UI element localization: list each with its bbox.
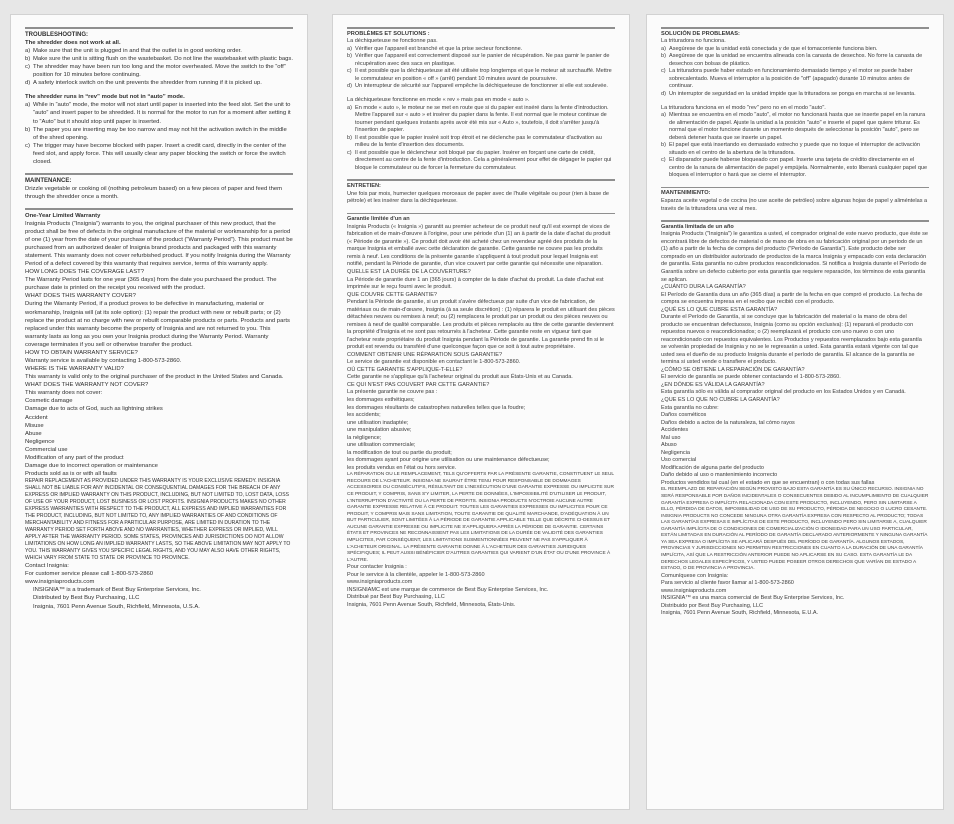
list-item: a) En mode « auto », le moteur ne se met en route que si du papier est inséré dans la fente d'introduction. Mettre l'appareil sur « auto » et insérer du papier dans la fente. Il est normal que le moteur continue de tourner pendant quelques instants après avoir été mis sur « Auto », toutefois, il doit s'arrêter jusqu'à l'insertion de papier. (347, 104, 609, 134)
list-item: c) Il est possible que la déchiqueteuse ait été utilisée trop longtemps et que le moteur ait surchauffé. Mettre le commutateur en position « off » (arrêt) pendant 10 minutes avant de poursuivre. (347, 68, 612, 82)
list-item: b) Asegúrese de que la unidad se encuentra alineada con la canasta de desechos. No forre la canasta de desechos con bolsas de plástico. (661, 53, 923, 67)
not-work-heading: La déchiqueteuse ne fonctionne pas. (347, 38, 438, 45)
section-divider (347, 213, 615, 215)
address-text: Insignia, 7601 Penn Avenue South, Richfield, Minnesota, États-Unis. (347, 601, 516, 608)
list-item: une utilisation commerciale; (347, 442, 416, 449)
warranty-question: OÙ CETTE GARANTIE S'APPLIQUE-T-ELLE? (347, 366, 463, 373)
trademark-text: INSIGNIA™ es una marca comercial de Best Buy Enterprise Services, Inc. (661, 595, 845, 602)
list-item: a) Asegúrese de que la unidad está conectada y de que el tomacorriente funciona bien. (661, 45, 878, 52)
list-item: Productos vendidos tal cual (en el estado en que se encuentran) o con todas sus fallas (661, 479, 875, 486)
list-item: Daños cosméticos (661, 412, 707, 419)
troubleshooting-title: SOLUCIÓN DE PROBLEMAS: (661, 30, 740, 37)
list-item: Modification of any part of the product (25, 454, 124, 461)
list-item: c) El disparador puede haberse bloqueado con papel. Inserte una tarjeta de crédito directamente en el centro de la ranura de alimentación de papel y empújela. Normalmente, esto liberará cualquier papel que bloquea el interruptor o hará que se cierre el interruptor. (661, 157, 928, 179)
list-item: la modification de tout ou partie du produit; (347, 449, 452, 456)
address-text: Insignia, 7601 Penn Avenue South, Richfield, Minnesota, U.S.A. (33, 603, 200, 610)
warranty-answer: Le service de garantie est disponible en contactant le 1-800-573-2860. (347, 359, 521, 366)
list-item: a) Make sure that the unit is plugged in and that the outlet is in good working order. (25, 47, 242, 54)
trademark-text: INSIGNIA™ is a trademark of Best Buy Enterprise Services, Inc. (33, 587, 201, 594)
french-panel (332, 14, 630, 810)
contact-line: Para servicio al cliente favor llamar al 1-800-573-2860 (661, 580, 794, 587)
maintenance-title: ENTRETIEN: (347, 182, 381, 189)
list-item: b) Vérifier que l'appareil est correctement disposé sur le panier de récupération. Ne pas garnir le panier de récupération avec des sacs en plastique. (347, 53, 610, 67)
maintenance-section (661, 187, 929, 213)
list-item: Products sold as is or with all faults (25, 471, 117, 478)
rev-mode-heading: La trituradora funciona en el modo "rev" pero no en el modo "auto". (661, 104, 826, 111)
not-cover-list (347, 397, 615, 472)
list-item: Abuse (25, 430, 42, 437)
list-item: Misuse (25, 422, 44, 429)
not-work-list (347, 46, 615, 91)
rev-mode-list (25, 101, 293, 166)
rev-mode-heading: The shredder runs in “rev” mode but not in “auto” mode. (25, 94, 185, 101)
list-item: une manipulation abusive; (347, 427, 412, 434)
section-divider (25, 173, 293, 175)
section-divider (25, 27, 293, 29)
troubleshooting-title: TROUBLESHOOTING: (25, 31, 88, 38)
legal-disclaimer: REPAIR REPLACEMENT AS PROVIDED UNDER THIS WARRANTY IS YOUR EXCLUSIVE REMEDY. INSIGNIA SHALL NOT BE LIABLE FOR ANY INCIDENTAL OR CONSEQUENTIAL DAMAGES FOR THE BREACH OF ANY EXPRESS OR IMPLIED WARRANTY ON THIS PRODUCT, INCLUDING, BUT NOT LIMITED TO, LOST DATA, LOSS OF USE OF YOUR PRODUCT, LOST BUSINESS OR LOST PROFITS. INSIGNIA PRODUCTS MAKES NO OTHER EXPRESS WARRANTIES WITH RESPECT TO THE PRODUCT, ALL EXPRESS AND IMPLIED WARRANTIES FOR THE PRODUCT, INCLUDING, BUT NOT LIMITED TO, ANY IMPLIED WARRANTIES OF AND CONDITIONS OF MERCHANTABILITY AND FITNESS FOR A PARTICULAR PURPOSE, ARE LIMITED IN DURATION TO THE WARRANTY PERIOD SET FORTH ABOVE AND NO WARRANTIES, WHETHER EXPRESS OR IMPLIED, WILL APPLY AFTER THE WARRANTY PERIOD. SOME STATES, PROVINCES AND JURISDICTIONS DO NOT ALLOW LIMITATIONS ON HOW LONG AN IMPLIED WARRANTY LASTS, SO THE ABOVE LIMITATION MAY NOT APPLY TO YOU. THIS WARRANTY GIVES YOU SPECIFIC LEGAL RIGHTS, AND YOU MAY ALSO HAVE OTHER RIGHTS, WHICH VARY FROM STATE TO STATE OR PROVINCE TO PROVINCE. (25, 478, 291, 562)
warranty-question: WHAT DOES THIS WARRANTY COVER? (25, 293, 136, 300)
list-item: Cosmetic damage (25, 398, 73, 405)
contact-line: Pour le service à la clientèle, appeler le 1-800-573-2860 (347, 571, 485, 578)
list-item: Daño debido al uso o mantenimiento incorrecto (661, 472, 778, 479)
section-divider (25, 208, 293, 210)
warranty-question: ¿CÓMO SE OBTIENE LA REPARACIÓN DE GARANTÍA? (661, 366, 805, 373)
english-panel (10, 14, 308, 810)
warranty-title: One-Year Limited Warranty (25, 212, 101, 219)
list-item: Commercial use (25, 446, 68, 453)
warranty-intro: Insignia Products ("Insignia") le garantiza a usted, el comprador original de este nuevo producto, que éste se encontrará libre de defectos de material o de mano de obra en su fabricación original por un periodo de un (1) año a partir de la fecha de compra del producto ("Período de Garantía"). Este producto debe ser comprado en un distribuidor autorizado de productos de la marca Insignia y empacado con esta declaración de garantía. Esta garantía no cubre productos reacondicionados. Si notifica a Insignia durante el Período de Garantía sobre un defecto cubierto por esta garantía que requiere reparación, los términos de esta garantía se aplican. (661, 231, 928, 283)
list-item: Negligencia (661, 449, 690, 456)
rev-mode-heading: La déchiqueteuse fonctionne en mode « rev » mais pas en mode « auto ». (347, 97, 530, 103)
website-link: www.insigniaproducts.com (661, 587, 727, 594)
not-work-heading: La trituradora no funciona. (661, 38, 726, 45)
warranty-question: WHERE IS THE WARRANTY VALID? (25, 366, 124, 373)
maintenance-title: MANTENIMIENTO: (661, 190, 711, 197)
list-item: b) Il est possible que le papier inséré soit trop étroit et ne déclenche pas le commutateur d'activation au milieu de la fente d'insertion des documents. (347, 134, 602, 149)
list-item: les accidents; (347, 412, 381, 419)
warranty-question: QUE COUVRE CETTE GARANTIE? (347, 291, 437, 298)
warranty-answer: During the Warranty Period, if a product proves to be defective in manufacturing, material or workmanship, Insignia will (at its sole option): (1) repair the product with new or rebuilt parts; or (2) replace the product at no charge with new or rebuilt comparable products or parts. Products and parts replaced under this warranty become the property of Insignia and are not returned to you. This warranty lasts as long as you own your Insignia product during the Warranty Period. Warranty coverage terminates if you sell or otherwise transfer the product. (25, 301, 290, 348)
website-link: www.insigniaproducts.com (347, 579, 413, 586)
warranty-answer: La Période de garantie dure 1 an (365 jours) à compter de la date d'achat du produit. La date d'achat est imprimée sur le reçu fourni avec le produit. (347, 276, 604, 291)
list-item: Accidentes (661, 427, 689, 434)
rev-mode-list (347, 105, 615, 173)
list-item: les dommages ayant pour origine une utilisation ou une maintenance défectueuse; (347, 457, 550, 464)
list-item: d) Un interrupteur de sécurité sur l'appareil empêche la déchiqueteuse de fonctionner si elle est soulevée. (347, 83, 608, 90)
list-item: Accident (25, 414, 48, 421)
warranty-question: WHAT DOES THE WARRANTY NOT COVER? (25, 382, 149, 389)
warranty-answer: This warranty is valid only to the original purchaser of the product in the United States and Canada. (25, 374, 284, 381)
legal-disclaimer: EL REEMPLAZO DE REPARACIÓN SEGÚN PROVISTO BAJO ESTA GARANTÍA ES SU ÚNICO RECURSO. INSIGNIA NO SERÁ RESPONSABLE POR DAÑOS INCIDENTALES O CONSECUENTES DEBIDO AL INCUMPLIMIENTO DE CUALQUIER GARANTÍA EXPRESA O IMPLÍCITA RELACIONADA CON ESTE PRODUCTO, INCLUYENDO, PERO SIN LIMITARSE A ELLO, PÉRDIDA DE DATOS, IMPOSIBILIDAD DE USO DE SU PRODUCTO, PÉRDIDA DE NEGOCIO O LUCRO CESANTE. INSIGNIA PRODUCTS NO CONCEDE NINGUNA OTRA GARANTÍA EXPRESA CON RESPECTO AL PRODUCTO; TODAS LAS GARANTÍAS EXPRESAS E IMPLÍCITAS DE ESTE PRODUCTO, INCLUYENDO PERO SIN LIMITARSE A, CUALQUIER GARANTÍA IMPLÍCITA DE O CONDICIONES DE COMERCIALIZACIÓN O IDONEIDAD PARA UN USO PARTICULAR, ESTÁN LIMITADAS EN DURACIÓN AL PERÍODO DE GARANTÍA DECLARADO ANTERIORMENTE Y NINGUNA GARANTÍA YA SEA EXPRESA O IMPLÍCITA SE APLICARÁ DESPUÉS DEL PERÍODO DE GARANTÍA. ALGUNOS ESTADOS, PROVINCIAS Y JURISDICCIONES NO PERMITEN RESTRICCIONES EN CUANTO A LA DURACIÓN DE UNA GARANTÍA IMPLÍCITA, ASÍ QUE LA RESTRICCIÓN ANTERIOR PUEDE NO APLICARSE EN SU CASO. ESTA GARANTÍA LE DA DERECHOS LEGALES ESPECÍFICOS, Y USTED PUEDE POSEER OTROS DERECHOS QUE VARÍAN DE ESTADO A ESTADO, O DE PROVINCIA A PROVINCIA. (661, 487, 929, 572)
list-item: a) Mientras se encuentra en el modo "auto", el motor no funcionará hasta que se inserte papel en la ranura de alimentación de papel. Ajuste la unidad a la posición "auto" e inserte el papel que quiere triturar. Es normal que el motor funcione durante un momento después de seleccionar la posición "auto", pero se deberá detener hasta que se inserte un papel. (661, 112, 926, 141)
spanish-panel (646, 14, 944, 810)
warranty-answer: La présente garantie ne couvre pas : (347, 389, 438, 396)
not-cover-list (25, 397, 293, 478)
troubleshooting-section (661, 27, 929, 180)
warranty-answer: Pendant la Période de garantie, si un produit s'avère défectueux par suite d'un vice de fabrication, de matériaux ou de main-d'œuvre, Insignia (à sa seule discrétion) : (1) réparera le produit en utilisant des pièces détachées neuves ou remises à neuf; ou (2) remplacera le produit par un produit ou des pièces neuves ou remises à neuf de qualité comparable. Les produits et pièces remplacés au titre de cette garantie deviennent la propriété d'Insignia et ne sont pas retournés à l'acheteur. Cette garantie reste en vigueur tant que l'acheteur reste propriétaire du produit Insignia pendant la Période de garantie. La garantie prend fin si le produit est revendu ou transféré d'une quelconque façon que ce soit à tout autre propriétaire. (347, 299, 615, 351)
maintenance-section (25, 173, 293, 201)
distributor-text: Distributed by Best Buy Purchasing, LLC (33, 595, 140, 602)
maintenance-text: Esparza aceite vegetal o de cocina (no use aceite de petróleo) sobre algunas hojas de papel y aliméntelas a través de la trituradora una vez al mes. (661, 198, 928, 212)
list-item: c) The shredder may have been run too long and the motor overheated. Move the switch to the “off” position for 10 minutes before continuing. (25, 64, 286, 79)
warranty-question: ¿CUÁNTO DURA LA GARANTÍA? (661, 284, 746, 291)
not-work-heading: The shredder does not work at all. (25, 39, 121, 46)
list-item: a) While in “auto” mode, the motor will not start until paper is inserted into the feed slot. Set the unit to “auto” and insert paper to be shredded. It is normal for the motor to run for a moment after setting it to “Auto” but it should stop until paper is inserted. (25, 102, 291, 125)
not-work-list (661, 46, 929, 99)
list-item: c) La trituradora puede haber estado en funcionamiento demasiado tiempo y el motor se puede haber sobrecalentado. Mueva el interruptor a la posición de "off" (apagado) durante 10 minutos antes de continuar. (661, 68, 913, 90)
distributor-text: Distribué par Best Buy Purchasing, LLC (347, 594, 445, 601)
troubleshooting-title: PROBLÈMES ET SOLUTIONS : (347, 30, 430, 37)
section-divider (347, 27, 615, 29)
warranty-question: CE QUI N'EST PAS COUVERT PAR CETTE GARANTIE? (347, 381, 490, 388)
warranty-answer: Esta garantía sólo es válida al comprador original del producto en los Estados Unidos y en Canadá. (661, 389, 906, 396)
website-link: www.insigniaproducts.com (25, 579, 95, 586)
list-item: Uso comercial (661, 457, 697, 464)
warranty-question: HOW LONG DOES THE COVERAGE LAST? (25, 269, 145, 276)
not-cover-list (661, 412, 929, 487)
section-divider (347, 179, 615, 181)
warranty-section (347, 213, 615, 610)
warranty-answer: The Warranty Period lasts for one year (365 days) from the date you purchased the product. The purchase date is printed on the receipt you received with the product. (25, 277, 277, 292)
list-item: d) Un interruptor de seguridad en la unidad impide que la trituradora se ponga en marcha si se levanta. (661, 91, 916, 97)
list-item: Damage due to acts of God, such as lightning strikes (25, 406, 163, 413)
warranty-answer: El Período de Garantía dura un año (365 días) a partir de la fecha en que compró el producto. La fecha de compra se encuentra impresa en el recibo que recibió con el producto. (661, 291, 923, 306)
warranty-intro: Insignia Products (“Insignia”) warrants to you, the original purchaser of this new product, that the product shall be free of defects in the original manufacture of the material or workmanship for a period of one (1) year from the date of your purchase of the product (“Warranty Period”). This product must be purchased from an authorized dealer of Insignia brand products and packaged with this warranty statement. This warranty does not cover refurbished product. If you notify Insignia during the Warranty Period of a defect covered by this warranty that requires service, terms of this warranty apply. (25, 220, 293, 268)
list-item: b) Make sure the unit is sitting flush on the wastebasket. Do not line the wastebasket with plastic bags. (25, 55, 293, 62)
section-divider (661, 220, 929, 222)
warranty-question: ¿EN DÓNDE ES VÁLIDA LA GARANTÍA? (661, 381, 765, 388)
list-item: c) Il est possible que le déclencheur soit bloqué par du papier. Insérer en forçant une carte de crédit, directement au centre de la fente d'introduction. Cela a généralement pour effet de dégager le papier qui bloque le commutateur ou de forcer la fermeture du commutateur. (347, 149, 612, 171)
warranty-answer: This warranty does not cover: (25, 390, 103, 397)
contact-title: Comuníquese con Insignia: (661, 572, 729, 579)
rev-mode-list (661, 112, 929, 180)
warranty-title: Garantía limitada de un año (661, 223, 734, 230)
warranty-question: HOW TO OBTAIN WARRANTY SERVICE? (25, 349, 138, 356)
contact-title: Contact Insignia: (25, 563, 69, 570)
list-item: une utilisation inadaptée; (347, 419, 409, 426)
list-item: Negligence (25, 438, 55, 445)
warranty-section (25, 208, 293, 611)
warranty-question: COMMENT OBTENIR UNE RÉPARATION SOUS GARANTIE? (347, 351, 503, 358)
warranty-answer: Cette garantie ne s'applique qu'à l'acheteur original du produit aux États-Unis et au Canada. (347, 374, 573, 381)
not-work-list (25, 47, 293, 87)
warranty-answer: Durante el Período de Garantía, si se concluye que la fabricación del material o la mano de obra del producto se encuentran defectuosos, Insignia (como su opción exclusiva): (1) reparará el producto con repuestos nuevos o reacondicionados; o (2) reemplazará el producto con uno nuevo o con uno reacondicionado con repuestos equivalentes. Los Productos y repuestos reemplazados bajo esta garantía se volverán propiedad de Insignia y no se le regresarán a usted. Esta garantía estará vigente con tal que usted sea el dueño de su producto Insignia durante el período de garantía. El alcance de la garantía se termina si usted vende o transfiere el producto. (661, 314, 922, 366)
section-divider (661, 27, 929, 29)
list-item: la négligence; (347, 434, 382, 441)
legal-disclaimer: LA RÉPARATION OU LE REMPLACEMENT, TELS QU'OFFERTS PAR LA PRÉSENTE GARANTIE, CONSTITUENT LE SEUL RECOURS DE L'ACHETEUR. INSIGNIA NE SAURAIT ÊTRE TENU POUR RESPONSABLE DE DOMMAGES ACCESSOIRES OU CONSÉCUTIFS, RÉSULTANT DE L'INEXÉCUTION D'UNE GARANTIE EXPRESSE OU IMPLICITE SUR CE PRODUIT, Y COMPRIS, SANS S'Y LIMITER, LA PERTE DE DONNÉES, L'IMPOSSIBILITÉ D'UTILISER LE PRODUIT, L'INTERRUPTION D'ACTIVITÉ OU LA PERTE DE PROFITS. INSIGNIA PRODUCTS N'OCTROIE AUCUNE AUTRE GARANTIE EXPRESSE RELATIVE À CE PRODUIT. TOUTES LES GARANTIES EXPRESSES OU IMPLICITES POUR CE PRODUIT, Y COMPRIS MAIS SANS LIMITATION, TOUTE GARANTIE DE QUALITÉ MARCHANDE, D'ADÉQUATION À UN BUT PARTICULIER, SONT LIMITÉES À LA PÉRIODE DE GARANTIE APPLICABLE TELLE QUE DÉCRITE CI-DESSUS ET AUCUNE GARANTIE EXPRESSE OU IMPLICITE NE S'APPLIQUERA APRÈS LA PÉRIODE DE GARANTIE. CERTAINS ÉTATS ET PROVINCES NE RECONNAISSENT PAS LES LIMITATIONS DE LA DURÉE DE VALIDITÉ DES GARANTIES IMPLICITES, PAR CONSÉQUENT, LES LIMITATIONS SUSMENTIONNÉES PEUVENT NE PAS S'APPLIQUER À L'ACHETEUR ORIGINAL. LA PRÉSENTE GARANTIE DONNE À L'ACHETEUR DES GARANTIES JURIDIQUES SPÉCIFIQUES; IL PEUT AUSSI BÉNÉFICIER D'AUTRES GARANTIES QUI VARIENT D'UN ÉTAT OU D'UNE PROVINCE À L'AUTRE. (347, 472, 614, 563)
list-item: Modificación de alguna parte del producto (661, 464, 764, 471)
warranty-answer: Warranty service is available by contacting 1-800-573-2860. (25, 357, 182, 364)
contact-line: For customer service please call 1-800-573-2860 (25, 571, 154, 578)
distributor-text: Distribuido por Best Buy Purchasing, LLC (661, 602, 764, 609)
list-item: d) A safety interlock switch on the unit prevents the shredder from running if it is picked up. (25, 80, 262, 87)
address-text: Insignia, 7601 Penn Avenue South, Richfield, Minnesota, E.U.A. (661, 610, 819, 617)
warranty-question: ¿QUÉ ES LO QUE CUBRE ESTA GARANTÍA? (661, 306, 778, 313)
list-item: c) The trigger may have become blocked with paper. Insert a credit card, directly in the center of the feed slot, and apply force. This will usually clear any paper blocking the switch or force the switch closed. (25, 142, 287, 165)
list-item: Damage due to incorrect operation or maintenance (25, 463, 158, 469)
list-item: Mal uso (661, 434, 681, 441)
list-item: a) Vérifier que l'appareil est branché et que la prise secteur fonctionne. (347, 45, 523, 52)
list-item: les dommages résultants de catastrophes naturelles telles que la foudre; (347, 404, 526, 411)
maintenance-title: MAINTENANCE: (25, 177, 72, 184)
troubleshooting-section (25, 27, 293, 166)
list-item: les produits vendus en l'état ou hors service. (347, 464, 457, 471)
list-item: b) The paper you are inserting may be too narrow and may not hit the activation switch in the middle of the shred opening. (25, 126, 287, 141)
list-item: b) El papel que está insertando es demasiado estrecho y puede que no toque el interruptor de activación situado en el centro de la abertura de la trituradora. (661, 142, 921, 156)
troubleshooting-section (347, 27, 615, 172)
warranty-intro: Insignia Products (« Insignia ») garantit au premier acheteur de ce produit neuf qu'il est exempt de vices de fabrication et de main-d'œuvre à l'origine, pour une période d'un (1) an à partir de la date d'achat du produit (« Période de garantie »). Ce produit doit avoir été acheté chez un revendeur agréé des produits de la marque Insignia et emballé avec cette déclaration de garantie. Cette garantie ne couvre pas les produits remis à neuf. Les conditions de la présente garantie s'appliquent à tout produit pour lequel Insignia est notifié, pendant la Période de garantie, d'un vice couvert par cette garantie qui nécessite une réparation. (347, 223, 611, 268)
warranty-answer: Esta garantía no cubre: (661, 404, 719, 411)
section-divider (661, 187, 929, 189)
contact-title: Pour contacter Insignia : (347, 564, 407, 571)
trademark-text: INSIGNIAMC est une marque de commerce de Best Buy Enterprise Services, Inc. (347, 586, 549, 593)
maintenance-text: Drizzle vegetable or cooking oil (nothing petroleum based) on a few pieces of paper and feed them through the shredder once a month. (25, 185, 283, 200)
list-item: Daños debido a actos de la naturaleza, tal cómo rayos (661, 419, 795, 426)
warranty-section (661, 220, 929, 618)
warranty-answer: El servicio de garantía se puede obtener contactando el 1-800-573-2860. (661, 374, 841, 381)
list-item: les dommages esthétiques; (347, 397, 415, 403)
maintenance-section (347, 179, 615, 205)
list-item: Abuso (661, 442, 677, 449)
warranty-question: QUELLE EST LA DURÉE DE LA COUVERTURE? (347, 268, 471, 275)
warranty-question: ¿QUE ES LO QUE NO CUBRE LA GARANTÍA? (661, 397, 780, 403)
warranty-title: Garantie limitée d'un an (347, 216, 410, 223)
maintenance-text: Une fois par mois, humecter quelques morceaux de papier avec de l'huile végétale ou pour (rien à base de pétrole) et les insérer dans la déchiqueteuse. (347, 190, 609, 205)
